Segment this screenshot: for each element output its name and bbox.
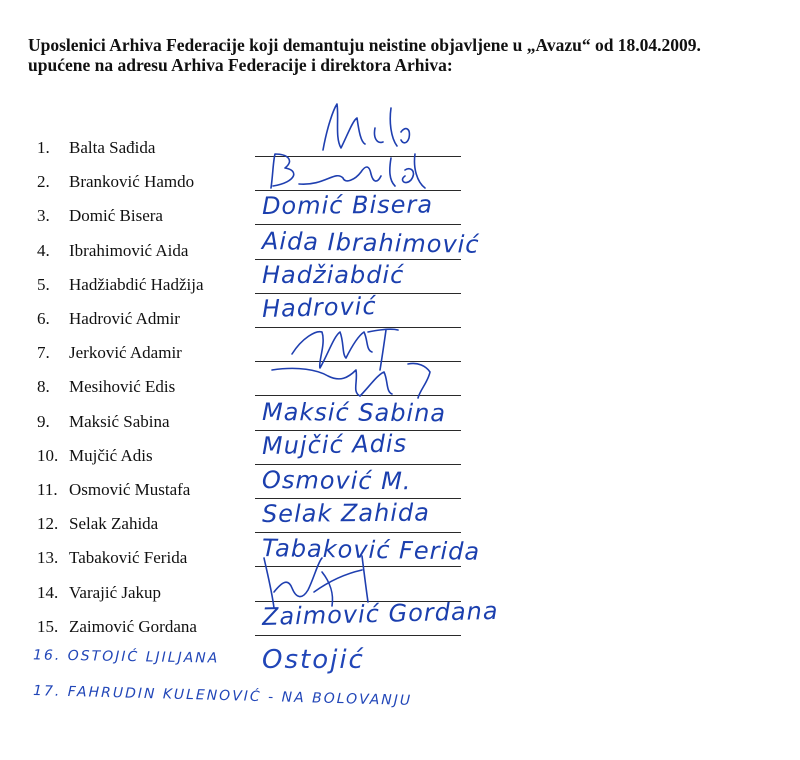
employee-number: 5. [37,274,50,294]
heading-line-1: Uposlenici Arhiva Federacije koji demantuju neistine objavljene u „Avazu“ od 18.04.2009. [28,35,701,55]
employee-number: 1. [37,138,50,157]
employee-name: Tabaković Ferida [69,548,188,568]
signature-line [255,635,461,636]
employee-name: Jerković Adamir [69,343,182,363]
employee-name: Domić Bisera [69,206,163,226]
employee-number: 2. [37,172,50,192]
signature-line [255,532,461,533]
handwritten-signature: Tabaković Ferida [261,534,481,567]
signature-scribble-varajic [252,552,402,612]
employee-number: 4. [37,240,50,260]
employee-name: Zaimović Gordana [69,616,197,636]
employee-row [0,260,800,309]
handwritten-signature: Maksić Sabina [261,397,447,427]
employee-name: Mesihović Edis [69,377,176,397]
employee-number: 8. [37,377,50,397]
employee-name: Ibrahimović Aida [69,240,189,260]
signature-scribble-balta [305,98,425,158]
handwritten-signature: Domić Bisera [261,190,434,221]
document-heading [28,35,788,75]
employee-name: Branković Hamdo [69,172,195,192]
signature-scribble-mesihovic [268,352,448,402]
handwritten-signature: Selak Zahida [261,498,430,529]
employee-number: 9. [37,411,50,431]
signature-line [255,224,461,225]
employee-name: Selak Zahida [69,514,159,534]
handwritten-signature: Mujčić Adis [261,429,408,460]
employee-name: Maksić Sabina [69,411,170,431]
employee-name: Varajić Jakup [69,582,162,602]
employee-number: 6. [37,309,50,328]
handwritten-entry-17: 17. FAHRUDIN KULENOVIĆ - NA BOLOVANJU [32,683,413,709]
signature-scribble-brankovic [265,150,455,195]
employee-number: 11. [37,480,58,499]
employee-number: 14. [37,582,59,602]
heading-line-2: upućene na adresu Arhiva Federacije i direktora Arhiva: [28,55,453,75]
employee-row [0,596,800,651]
handwritten-signature: Hadrović [261,292,377,323]
handwritten-signature-16: Ostojić [262,645,365,675]
employee-number: 15. [37,616,59,636]
signature-line [255,259,461,260]
employee-name: Balta Sađida [69,138,156,157]
employee-number: 12. [37,514,59,534]
employee-name: Osmović Mustafa [69,480,191,499]
handwritten-signature: Zaimović Gordana [261,596,499,631]
handwritten-signature: Aida Ibrahimović [261,226,480,259]
employee-name: Hadrović Admir [69,309,180,328]
employee-number: 10. [37,445,59,465]
handwritten-signature: Hadžiabdić [262,260,405,289]
handwritten-entry-16: 16. OSTOJIĆ LJILJANA [32,647,220,667]
handwritten-signature: Osmović M. [261,466,412,496]
signature-line [255,464,461,465]
employee-number: 7. [37,343,50,363]
employee-name: Hadžiabdić Hadžija [69,274,204,294]
employee-name: Mujčić Adis [69,445,153,465]
employee-number: 13. [37,548,59,568]
employee-number: 3. [37,206,50,226]
